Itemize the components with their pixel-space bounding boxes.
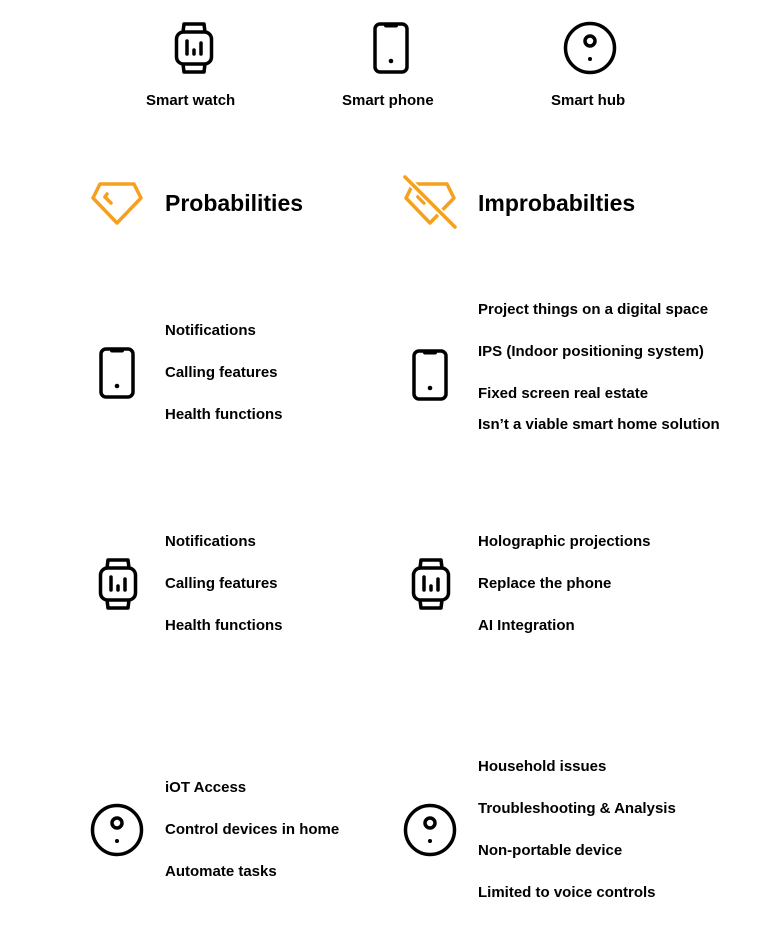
smart-hub-icon (90, 803, 144, 857)
smartwatch-icon (174, 21, 214, 75)
probability-item: Calling features (165, 575, 278, 592)
smartphone-icon (373, 22, 409, 74)
probability-item: Notifications (165, 533, 256, 550)
probability-item: Health functions (165, 406, 283, 423)
smartphone-icon (412, 349, 448, 401)
improbability-item: AI Integration (478, 617, 575, 634)
device-label-smart-hub: Smart hub (551, 92, 626, 109)
probability-item: Automate tasks (165, 863, 277, 880)
smart-hub-icon (403, 803, 457, 857)
improbability-item: IPS (Indoor positioning system) (478, 343, 704, 360)
diamond-icon (90, 181, 144, 227)
device-label-smart-phone: Smart phone (342, 92, 434, 109)
probability-item: Notifications (165, 322, 256, 339)
improbability-item: Household issues (478, 758, 607, 775)
heading-improbabilities: Improbabilties (478, 190, 636, 216)
probability-item: iOT Access (165, 779, 247, 796)
improbability-item: Project things on a digital space (478, 301, 709, 318)
improbability-item: Limited to voice controls (478, 884, 656, 901)
improbability-item: Isn’t a viable smart home solution (478, 416, 720, 433)
improbability-item: Fixed screen real estate (478, 385, 649, 402)
probability-item: Health functions (165, 617, 283, 634)
diamond-crossed-icon (403, 175, 459, 231)
improbability-item: Troubleshooting & Analysis (478, 800, 676, 817)
smartwatch-icon (98, 557, 138, 611)
heading-probabilities: Probabilities (165, 190, 304, 216)
improbability-item: Replace the phone (478, 575, 612, 592)
smart-hub-icon (563, 21, 617, 75)
improbability-item: Holographic projections (478, 533, 651, 550)
probability-item: Control devices in home (165, 821, 340, 838)
improbability-item: Non-portable device (478, 842, 623, 859)
probability-item: Calling features (165, 364, 278, 381)
smartwatch-icon (411, 557, 451, 611)
device-label-smart-watch: Smart watch (146, 92, 236, 109)
smartphone-icon (99, 347, 135, 399)
